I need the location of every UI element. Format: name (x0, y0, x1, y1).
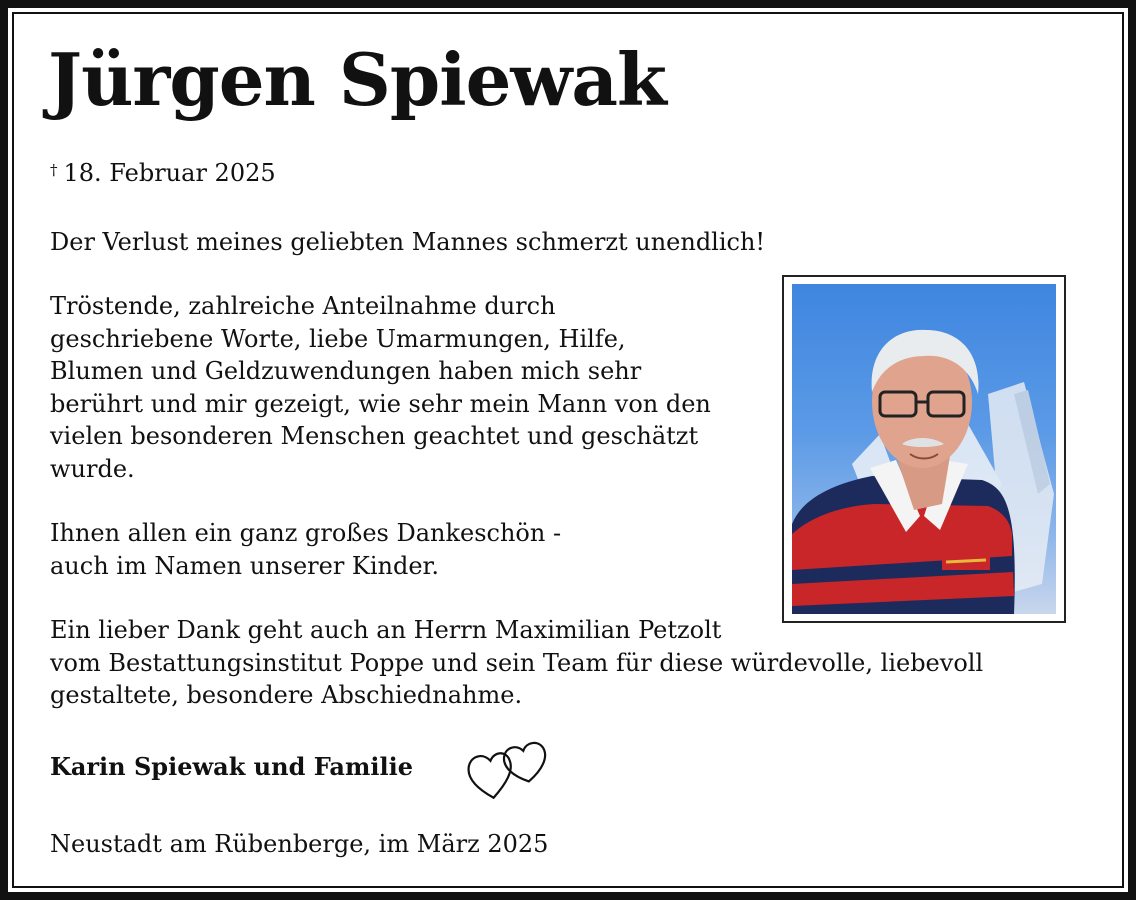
paragraph-line: gestaltete, besondere Abschiednahme. (50, 681, 523, 710)
thanks-paragraph-1 (50, 290, 711, 486)
death-date: 18. Februar 2025 (63, 159, 276, 187)
paragraph-line: berührt und mir gezeigt, wie sehr mein Mann von den (50, 389, 711, 418)
paragraph-line: geschriebene Worte, liebe Umarmungen, Hilfe, (50, 324, 626, 353)
paragraph-line: vielen besonderen Menschen geachtet und geschätzt (50, 422, 699, 451)
thanks-paragraph-2 (50, 517, 561, 582)
paragraph-line: vom Bestattungsinstitut Poppe und sein Team für diese würdevolle, liebevoll (50, 648, 984, 677)
two-hearts-icon (464, 732, 560, 804)
signature: Karin Spiewak und Familie (50, 752, 413, 781)
death-date-line (50, 154, 276, 190)
paragraph-line: Tröstende, zahlreiche Anteilnahme durch (50, 292, 556, 320)
paragraph-line: Blumen und Geldzuwendungen haben mich sehr (50, 357, 642, 386)
thanks-paragraph-3 (50, 614, 983, 712)
portrait-photo (792, 284, 1056, 614)
place-and-date: Neustadt am Rübenberge, im März 2025 (50, 830, 549, 858)
photo-frame (782, 275, 1066, 623)
lead-sentence: Der Verlust meines geliebten Mannes schmerzt unendlich! (50, 228, 766, 256)
paragraph-line: auch im Namen unserer Kinder. (50, 551, 440, 580)
paragraph-line: Ihnen allen ein ganz großes Dankeschön - (50, 519, 562, 547)
deceased-name: Jürgen Spiewak (48, 37, 666, 122)
paragraph-line: wurde. (50, 454, 135, 483)
paragraph-line: Ein lieber Dank geht auch an Herrn Maximilian Petzolt (50, 616, 722, 644)
dagger-symbol: † (50, 161, 58, 179)
